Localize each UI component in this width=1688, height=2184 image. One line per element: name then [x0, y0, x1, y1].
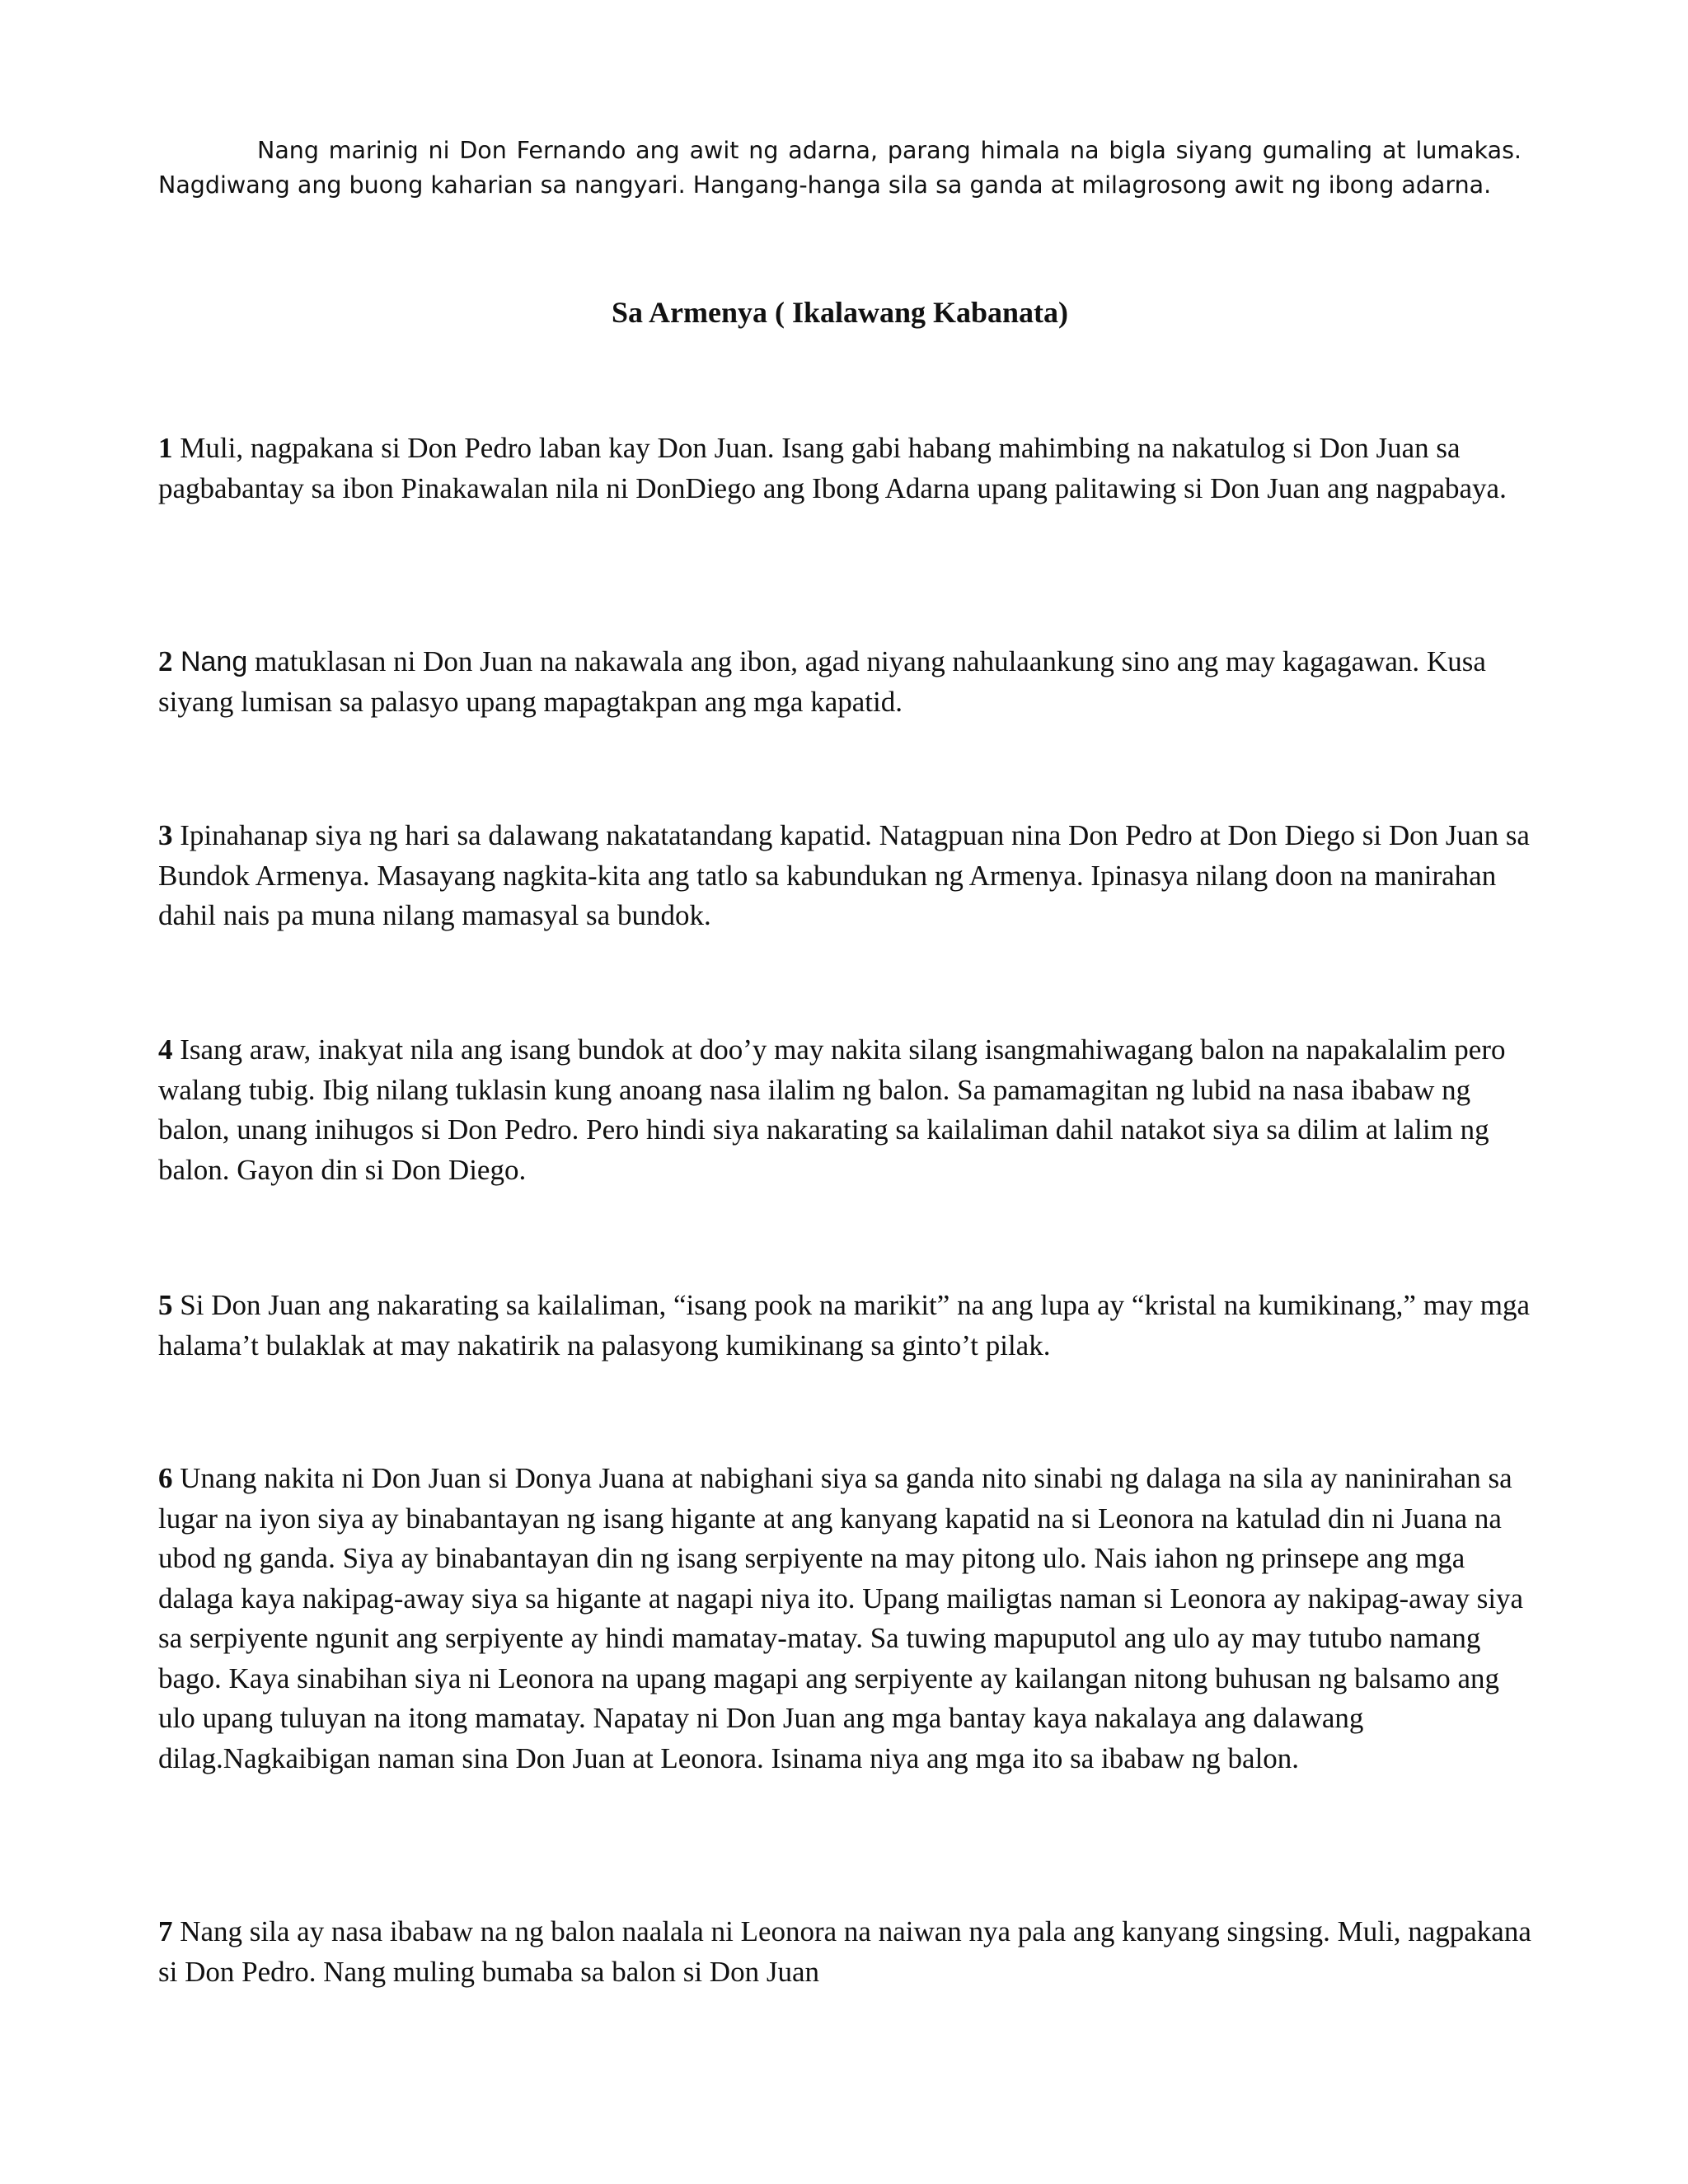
- paragraph-text: Muli, nagpakana si Don Pedro laban kay Don Juan. Isang gabi habang mahimbing na nakatulog si Don Juan sa pagbabantay sa ibon Pinakawalan nila ni DonDiego ang Ibong Adarna upang palitawing si Don Juan ang nagpabaya.: [158, 432, 1507, 504]
- paragraph-number: 7: [158, 1915, 173, 1947]
- paragraph-number: 2: [158, 645, 173, 677]
- paragraph-text: Isang araw, inakyat nila ang isang bundok at doo’y may nakita silang isangmahiwagang balon na napakalalim pero walang tubig. Ibig nilang tuklasin kung anoang nasa ilalim ng balon. Sa pamamagitan ng lubid na nasa ibabaw ng balon, unang inihugos si Don Pedro. Pero hindi siya nakarating sa kailaliman dahil natakot siya sa dilim at lalim ng balon. Gayon din si Don Diego.: [158, 1033, 1506, 1186]
- paragraph-5: [158, 1286, 1543, 1366]
- paragraph-text: Ipinahanap siya ng hari sa dalawang nakatatandang kapatid. Natagpuan nina Don Pedro at Don Diego si Don Juan sa Bundok Armenya. Masayang nagkita-kita ang tatlo sa kabundukan ng Armenya. Ipinasya nilang doon na manirahan dahil nais pa muna nilang mamasyal sa bundok.: [158, 819, 1530, 931]
- paragraph-7: [158, 1912, 1543, 1992]
- paragraph-number: 4: [158, 1033, 173, 1066]
- paragraph-2: [158, 642, 1543, 722]
- paragraph-1: [158, 429, 1543, 509]
- paragraph-text: matuklasan ni Don Juan na nakawala ang ibon, agad niyang nahulaankung sino ang may kagagawan. Kusa siyang lumisan sa palasyo upang mapagtakpan ang mga kapatid.: [158, 645, 1486, 718]
- paragraph-text: Unang nakita ni Don Juan si Donya Juana at nabighani siya sa ganda nito sinabi ng dalaga na sila ay naninirahan sa lugar na iyon siya ay binabantayan ng isang higante at ang kanyang kapatid na si Leonora na katulad din ni Juana na ubod ng ganda. Siya ay binabantayan din ng isang serpiyente na may pitong ulo. Nais iahon ng prinsepe ang mga dalaga kaya nakipag-away siya sa higante at nagapi niya ito. Upang mailigtas naman si Leonora ay nakipag-away siya sa serpiyente ngunit ang serpiyente ay hindi mamatay-matay. Sa tuwing mapuputol ang ulo ay may tutubo namang bago. Kaya sinabihan siya ni Leonora na upang magapi ang serpiyente ay kailangan nitong buhusan ng balsamo ang ulo upang tuluyan na itong mamatay. Napatay ni Don Juan ang mga bantay kaya nakalaya ang dalawang dilag.Nagkaibigan naman sina Don Juan at Leonora. Isinama niya ang mga ito sa ibabaw ng balon.: [158, 1462, 1524, 1774]
- paragraph-lead-word: Nang: [172, 646, 248, 677]
- paragraph-text: Si Don Juan ang nakarating sa kailaliman, “isang pook na marikit” na ang lupa ay “kristal na kumikinang,” may mga halama’t bulaklak at may nakatirik na palasyong kumikinang sa ginto’t pilak.: [158, 1289, 1530, 1361]
- chapter-title: Sa Armenya ( Ikalawang Kabanata): [611, 296, 1069, 329]
- paragraph-number: 6: [158, 1462, 173, 1494]
- paragraph-number: 1: [158, 432, 173, 464]
- intro-paragraph: Nang marinig ni Don Fernando ang awit ng adarna, parang himala na bigla siyang gumaling at lumakas. Nagdiwang ang buong kaharian sa nangyari. Hangang-hanga sila sa ganda at milagrosong awit ng ibong adarna.: [158, 137, 1522, 199]
- paragraph-number: 3: [158, 819, 173, 851]
- paragraph-number: 5: [158, 1289, 173, 1321]
- paragraph-4: [158, 1030, 1543, 1190]
- paragraph-6: [158, 1459, 1543, 1779]
- paragraph-text: Nang sila ay nasa ibabaw na ng balon naalala ni Leonora na naiwan nya pala ang kanyang singsing. Muli, nagpakana si Don Pedro. Nang muling bumaba sa balon si Don Juan: [158, 1915, 1531, 1988]
- paragraph-3: [158, 816, 1543, 936]
